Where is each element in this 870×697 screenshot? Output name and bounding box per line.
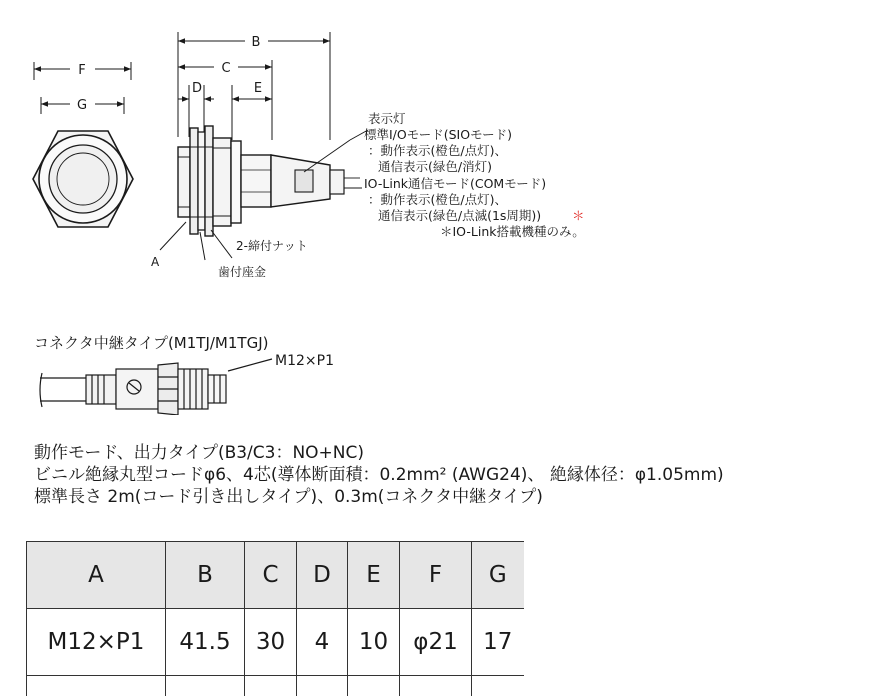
description-line: 標準長さ 2m(コード引き出しタイプ)、0.3m(コネクタ中継タイプ) [34, 487, 543, 507]
connector-heading: コネクタ中継タイプ(M1TJ/M1TGJ) [34, 334, 269, 352]
dim-c-label: C [221, 61, 231, 76]
svg-text:標準I/Oモード(SIOモード): 標準I/Oモード(SIOモード) [364, 127, 512, 142]
table-cell: 17 [472, 609, 524, 676]
indicator-notes [364, 111, 585, 239]
svg-text:表示灯: 表示灯 [368, 111, 406, 126]
connector-drawing [0, 345, 400, 415]
description-line: ビニル絶縁丸型コードφ6、4芯(導体断面積：0.2mm² (AWG24)、 絶縁体径：φ1.05mm) [34, 465, 724, 485]
svg-text:：動作表示(橙色/点灯)、: ：動作表示(橙色/点灯)、 [368, 143, 507, 158]
table-row [27, 609, 524, 676]
asterisk-mark: ＊ [572, 208, 585, 223]
svg-text:：動作表示(橙色/点灯)、: ：動作表示(橙色/点灯)、 [368, 192, 507, 207]
table-header-cell: G [472, 542, 524, 609]
table-cell: M12×P1 [27, 609, 166, 676]
dim-b-label: B [251, 35, 261, 50]
table-cell: φ21 [400, 609, 472, 676]
dim-d-label: D [191, 81, 203, 96]
front-view [33, 62, 133, 227]
table-cell: 4 [297, 609, 348, 676]
footnote: ＊IO-Link搭載機種のみ。 [440, 224, 585, 239]
svg-text:通信表示(緑色/消灯): 通信表示(緑色/消灯) [378, 159, 492, 174]
washer-label: 歯付座金 [218, 265, 267, 279]
table-header-cell: F [400, 542, 472, 609]
dimension-drawing [0, 0, 870, 300]
table-header-cell: C [245, 542, 297, 609]
thread-label: M12×P1 [275, 353, 334, 369]
dim-g-label: G [76, 98, 88, 113]
table-header-cell: B [166, 542, 245, 609]
nut-label: 2-締付ナット [236, 239, 308, 253]
label-a: A [151, 255, 160, 269]
side-view [160, 32, 368, 260]
dim-f-label: F [78, 63, 86, 78]
description-line: 動作モード、出力タイプ(B3/C3：NO+NC) [34, 443, 365, 463]
table-header-cell: E [348, 542, 400, 609]
dimension-table [26, 541, 524, 696]
table-cell: 41.5 [166, 609, 245, 676]
svg-text:通信表示(緑色/点滅(1s周期)): 通信表示(緑色/点滅(1s周期)) [378, 208, 542, 223]
table-header-cell: A [27, 542, 166, 609]
table-header-row [27, 542, 524, 609]
table-cell: 10 [348, 609, 400, 676]
description-block [34, 442, 724, 508]
table-cell: 30 [245, 609, 297, 676]
table-header-cell: D [297, 542, 348, 609]
svg-text:IO-Link通信モード(COMモード): IO-Link通信モード(COMモード) [364, 176, 547, 191]
dim-e-label: E [253, 81, 263, 96]
table-row-partial [27, 676, 524, 697]
